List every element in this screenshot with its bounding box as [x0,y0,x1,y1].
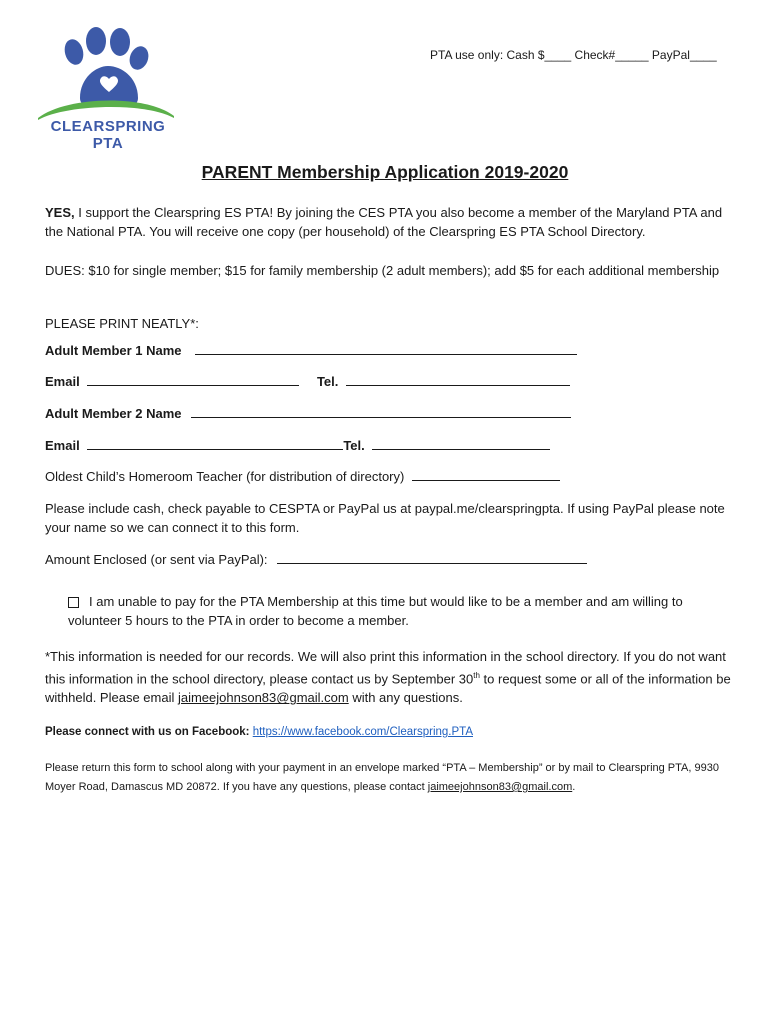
unable-to-pay-checkbox[interactable] [68,597,79,608]
contact-2-row [45,436,550,453]
tel-1-field[interactable] [346,372,570,386]
tel-2-field[interactable] [372,436,550,450]
tel-2-label: Tel. [343,438,365,453]
adult-member-2-name-field[interactable] [191,404,571,418]
adult-member-2-label: Adult Member 2 Name [45,406,182,421]
records-email-link[interactable]: jaimeejohnson83@gmail.com [177,690,349,706]
teacher-label: Oldest Child’s Homeroom Teacher (for distribution of directory) [45,469,405,484]
teacher-field[interactable] [412,467,560,481]
email-2-label: Email [45,438,80,453]
page-title: PARENT Membership Application 2019-2020 [201,162,569,182]
print-neatly-label: PLEASE PRINT NEATLY*: [45,316,199,331]
return-note-end: . [572,781,576,793]
adult-member-1-name-field[interactable] [195,341,577,355]
facebook-label: Please connect with us on Facebook: [45,726,250,738]
facebook-row [45,723,735,742]
tel-1-label: Tel. [316,374,339,389]
return-note-text: Please return this form to school along with your payment in an envelope marked “PTA – Membership” or by mail to Clearspring PTA, 9930 Moyer Road, Damascus MD 20872. If you have any questions, please contact [45,762,719,793]
amount-row [45,550,587,567]
payment-note: Please include cash, check payable to CESPTA or PayPal us at paypal.me/clearspringpta. If using PayPal please note your name so we can connect it to this form. [45,501,725,535]
records-note-sup: th [473,671,480,680]
adult-member-1-label: Adult Member 1 Name [45,343,182,358]
records-note-part2: to request some or all of the information be withheld. Please email [45,671,731,706]
records-note [45,647,735,707]
adult-member-1-row [45,341,577,358]
return-note [45,759,735,797]
pta-use-only-line: PTA use only: Cash $____ Check#_____ PayPal____ [430,48,717,62]
teacher-row [45,467,560,484]
records-note-part3: with any questions. [348,690,463,706]
clearspring-pta-logo [36,26,178,152]
unable-to-pay-text: I am unable to pay for the PTA Membership at this time but would like to be a member and am willing to volunteer 5 hours to the PTA in order to become a member. [68,594,683,628]
return-email-link[interactable]: jaimeejohnson83@gmail.com [427,781,573,793]
intro-text: I support the Clearspring ES PTA! By joining the CES PTA you also become a member of the Maryland PTA and the National PTA. You will receive one copy (per household) of the Clearspring ES PTA School Directory. [45,205,723,239]
dues-paragraph: DUES: $10 for single member; $15 for family membership (2 adult members); add $5 for each additional membership [45,263,720,278]
email-1-label: Email [45,374,80,389]
facebook-link[interactable]: https://www.facebook.com/Clearspring.PTA [252,726,473,738]
contact-1-row [45,372,570,389]
intro-paragraph [45,203,735,241]
intro-yes: YES, [45,205,75,220]
email-1-field[interactable] [87,372,299,386]
logo-text: CLEARSPRING PTA [50,118,166,152]
records-note-part1: *This information is needed for our records. We will also print this information in the school directory. If you do not want this information in the school directory, please contact us by September 30 [45,649,726,687]
unable-to-pay-option [68,592,728,630]
email-2-field[interactable] [87,436,343,450]
amount-label: Amount Enclosed (or sent via PayPal): [45,552,268,567]
adult-member-2-row [45,404,571,421]
amount-field[interactable] [277,550,587,564]
